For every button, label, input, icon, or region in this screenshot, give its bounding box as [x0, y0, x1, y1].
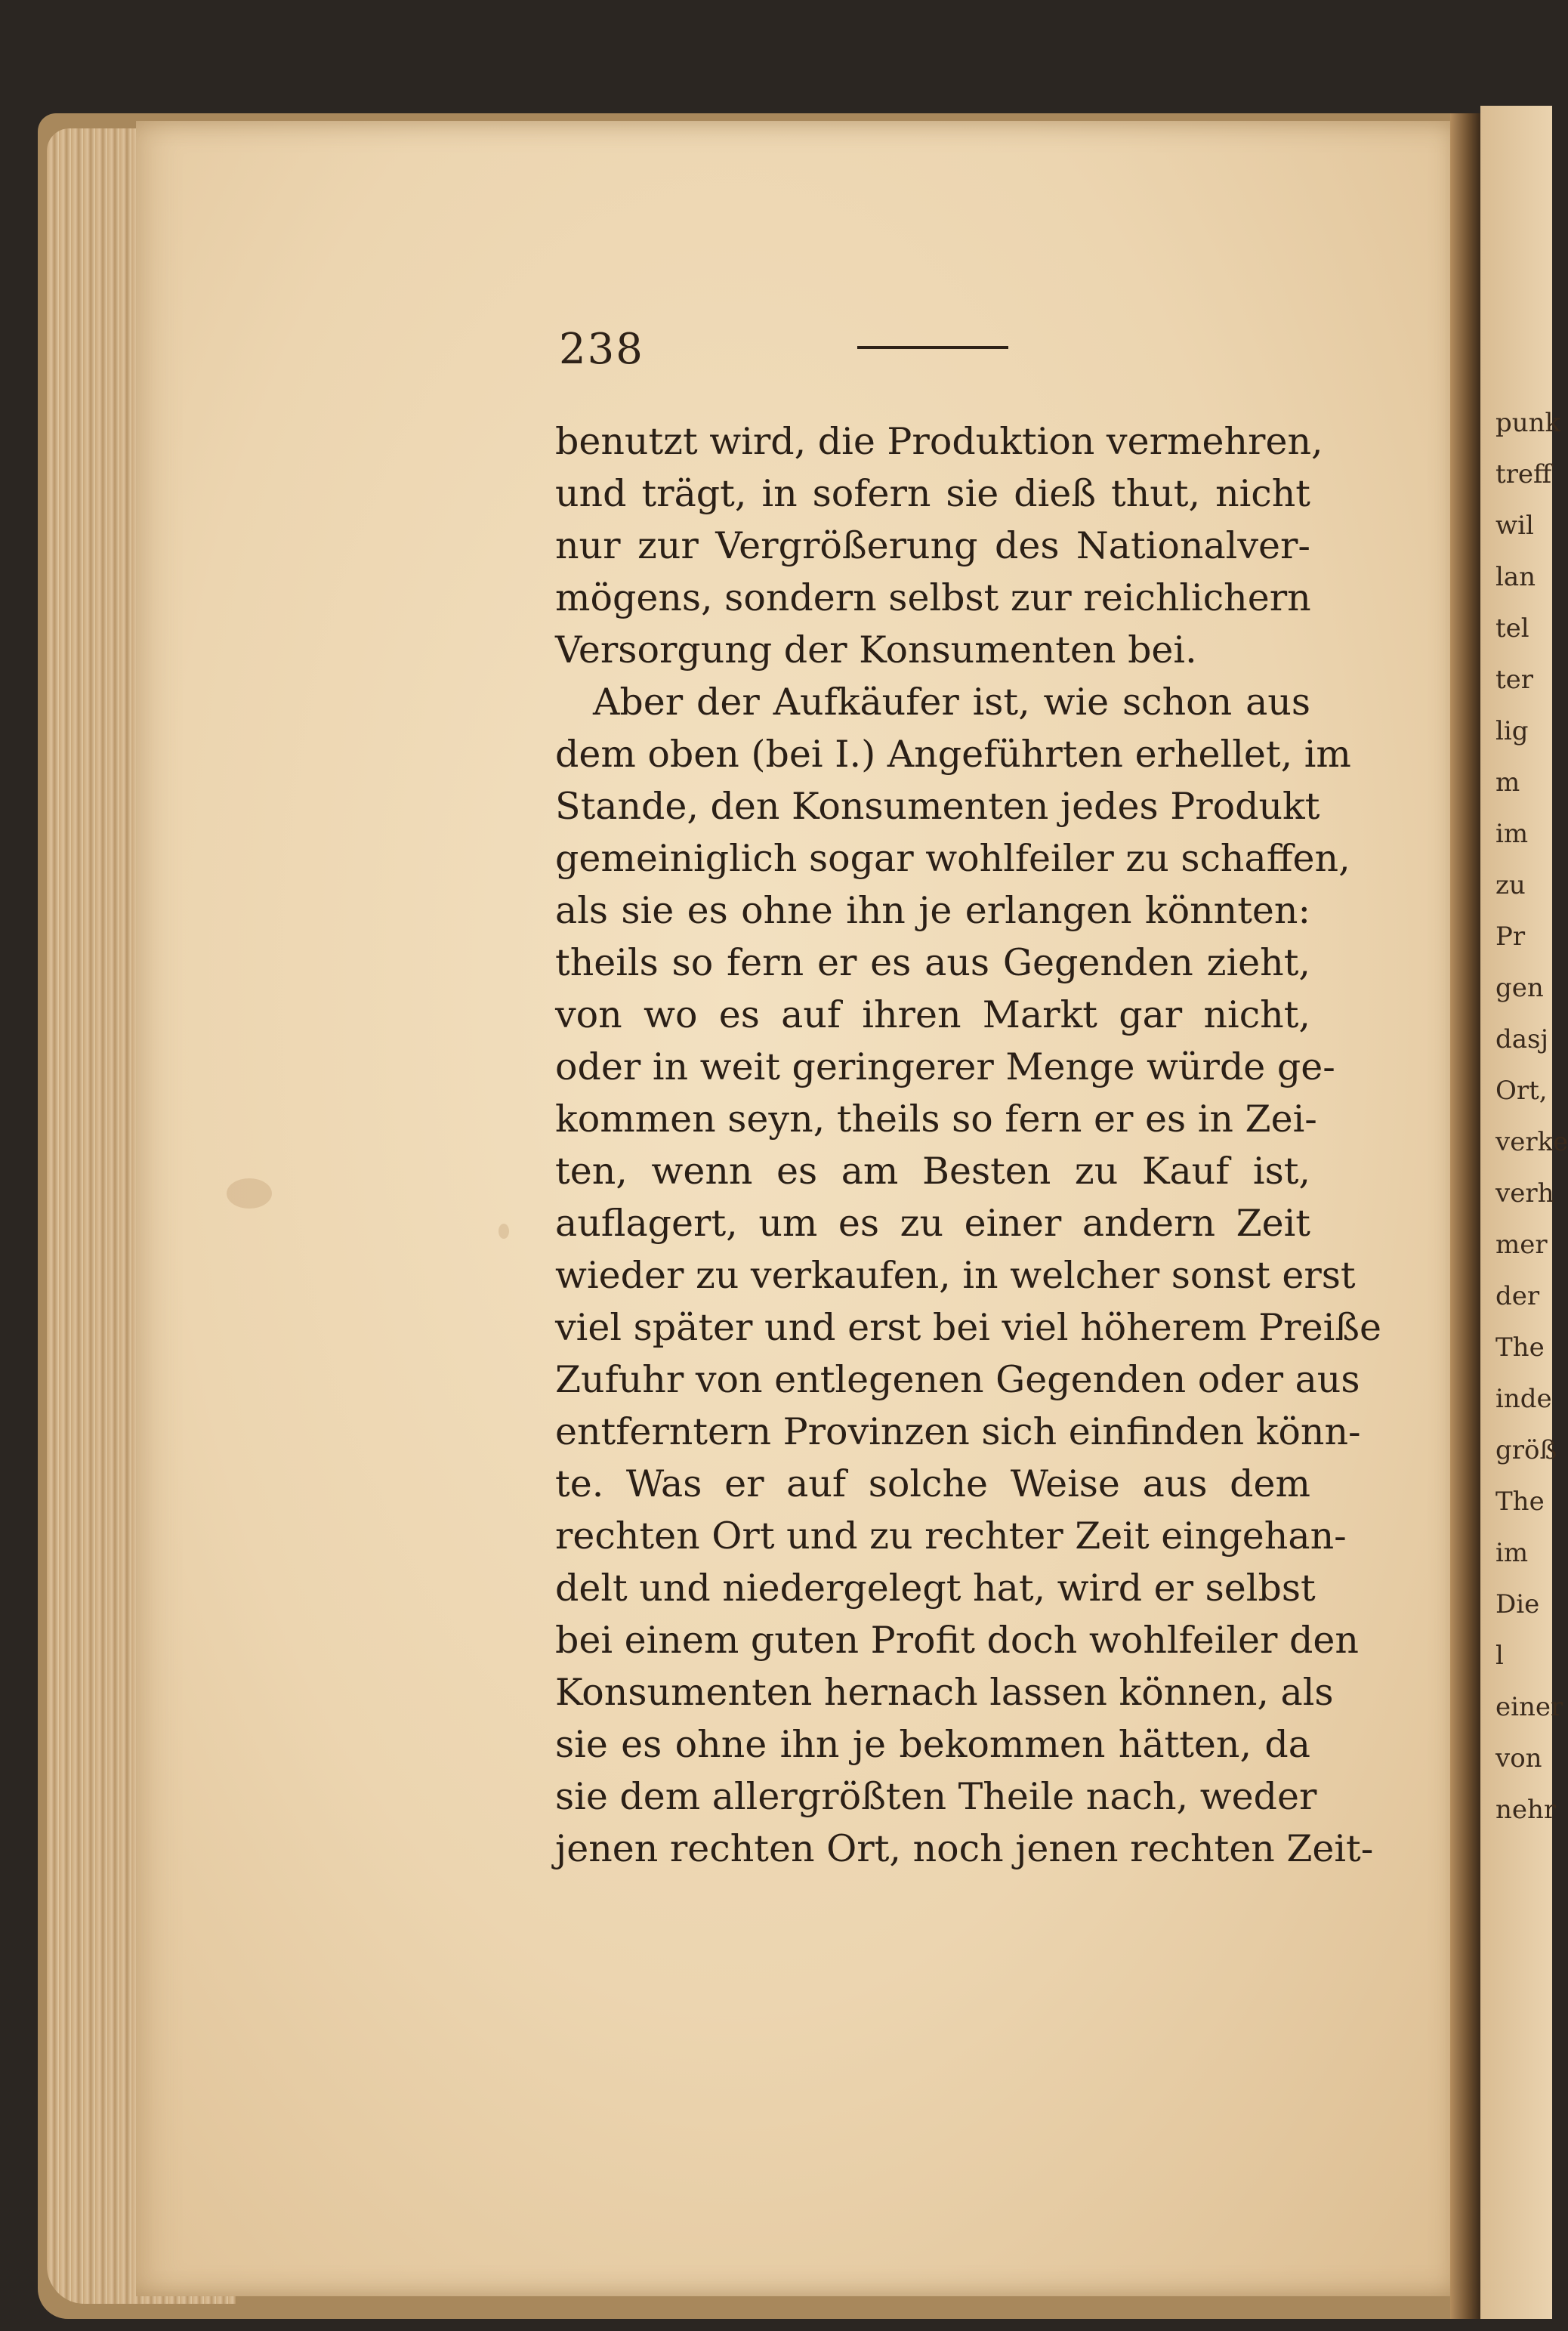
next-page-fragment: tel [1495, 613, 1529, 644]
text-line: oder in weit geringerer Menge würde ge- [555, 1045, 1335, 1088]
text-line: rechten Ort und zu rechter Zeit eingehan- [555, 1514, 1347, 1558]
next-page-fragment: The [1495, 1332, 1545, 1363]
text-line: Zufuhr von entlegenen Gegenden oder aus [555, 1358, 1360, 1401]
header-rule [857, 346, 1008, 349]
next-page-fragment: m [1495, 767, 1520, 798]
text-line: entferntern Provinzen sich einfinden könn- [555, 1410, 1361, 1453]
text-line: te. Was er auf solche Weise aus dem [555, 1462, 1310, 1505]
text-line: sie dem allergrößten Theile nach, weder [555, 1775, 1317, 1818]
text-line: als sie es ohne ihn je erlangen könnten: [555, 889, 1310, 932]
page-number: 238 [559, 325, 644, 374]
text-line: von wo es auf ihren Markt gar nicht, [555, 993, 1310, 1036]
next-page-fragment: der [1495, 1281, 1540, 1311]
next-page-fragment: im [1495, 819, 1529, 849]
text-line: benutzt wird, die Produktion vermehren, [555, 420, 1323, 463]
text-line: und trägt, in sofern sie dieß thut, nicht [555, 472, 1310, 515]
next-page-fragment: nehr [1495, 1795, 1557, 1825]
next-page-fragment: einer [1495, 1692, 1563, 1722]
next-page-fragment: Ort, [1495, 1076, 1548, 1106]
next-page-fragment: gen [1495, 973, 1544, 1003]
text-line: auflagert, um es zu einer andern Zeit [555, 1202, 1310, 1245]
next-page-fragment: ter [1495, 665, 1534, 695]
next-page-fragment: l [1495, 1641, 1504, 1671]
paper-stain [227, 1178, 272, 1209]
book-gutter [1450, 113, 1480, 2319]
next-page-fragment: im [1495, 1538, 1529, 1568]
text-line: dem oben (bei I.) Angeführten erhellet, im [555, 733, 1351, 776]
text-line: Versorgung der Konsumenten bei. [555, 628, 1197, 672]
text-line: delt und niedergelegt hat, wird er selbst [555, 1567, 1316, 1610]
text-line: kommen seyn, theils so fern er es in Zei- [555, 1098, 1317, 1141]
text-line: Stande, den Konsumenten jedes Produkt [555, 785, 1320, 828]
next-page-fragment: mer [1495, 1230, 1548, 1260]
next-page-fragment: lig [1495, 716, 1529, 746]
next-page-fragment: zu [1495, 870, 1526, 900]
next-page-fragment: Pr [1495, 922, 1526, 952]
next-page-fragment: dasj [1495, 1024, 1549, 1054]
text-line: wieder zu verkaufen, in welcher sonst erst [555, 1254, 1356, 1297]
next-page-fragment: von [1495, 1743, 1542, 1774]
text-line: bei einem guten Profit doch wohlfeiler den [555, 1619, 1359, 1662]
text-line: gemeiniglich sogar wohlfeiler zu schaffen, [555, 837, 1350, 880]
page-text [555, 415, 1381, 1875]
paper-stain [498, 1224, 509, 1239]
next-page-fragment: lan [1495, 562, 1536, 592]
next-page-fragment: verh [1495, 1178, 1554, 1209]
text-line: viel später und erst bei viel höherem Preiße [555, 1306, 1381, 1349]
text-line: Konsumenten hernach lassen können, als [555, 1671, 1334, 1714]
next-page-fragment: wil [1495, 511, 1534, 541]
next-page-fragment: verke [1495, 1127, 1568, 1157]
next-page-fragment: treff [1495, 459, 1552, 489]
next-page-fragment: The [1495, 1487, 1545, 1517]
text-line: sie es ohne ihn je bekommen hätten, da [555, 1723, 1310, 1766]
text-line: mögens, sondern selbst zur reichlichern [555, 576, 1311, 619]
text-line: Aber der Aufkäufer ist, wie schon aus [593, 681, 1310, 724]
next-page-fragment: inde [1495, 1384, 1552, 1414]
text-line: jenen rechten Ort, noch jenen rechten Zeit- [555, 1827, 1374, 1870]
next-page-fragment: punk [1495, 408, 1561, 438]
text-line: theils so fern er es aus Gegenden zieht, [555, 941, 1310, 984]
text-line: ten, wenn es am Besten zu Kauf ist, [555, 1150, 1310, 1193]
next-page-fragment: größ [1495, 1435, 1557, 1465]
text-line: nur zur Vergrößerung des Nationalver- [555, 524, 1310, 567]
next-page-fragment: Die [1495, 1589, 1540, 1619]
